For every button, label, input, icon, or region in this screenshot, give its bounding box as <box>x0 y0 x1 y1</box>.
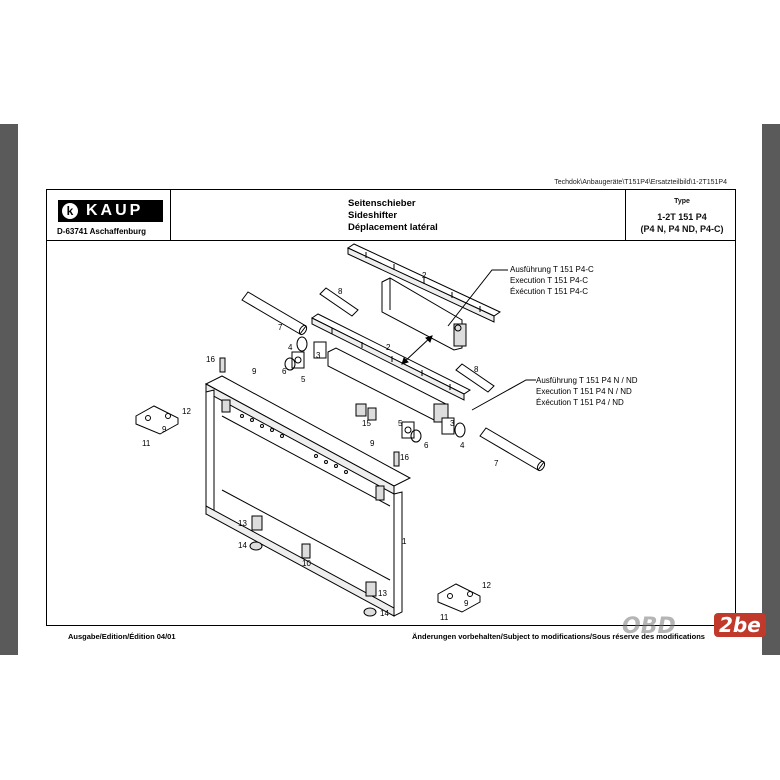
header-column-divider <box>625 190 626 240</box>
document-path: Techdok\Anbaugeräte\T151P4\Ersatzteilbild\1-2T151P4 <box>554 179 727 186</box>
part-label: 13 <box>378 589 387 598</box>
note-p4c-line1: Ausführung T 151 P4-C <box>510 265 594 274</box>
type-value: 1-2T 151 P4 <box>657 212 707 222</box>
part-label: 14 <box>238 541 247 550</box>
type-label: Type <box>674 198 690 205</box>
part-label: 14 <box>380 609 389 618</box>
part-label: 16 <box>206 355 215 364</box>
upper-rail-part <box>348 244 500 350</box>
note-p4nd-line3: Éxécution T 151 P4 / ND <box>536 398 624 407</box>
note-p4c-line2: Execution T 151 P4-C <box>510 276 588 285</box>
watermark-badge: 2be <box>714 613 766 637</box>
part-label: 11 <box>440 613 449 622</box>
part-label: 9 <box>464 599 469 608</box>
watermark-logo <box>622 612 772 642</box>
logo-brand: KAUP <box>86 202 144 219</box>
part-label: 4 <box>288 343 293 352</box>
part-label: 5 <box>301 375 306 384</box>
part-label: 13 <box>238 519 247 528</box>
part-label: 12 <box>182 407 191 416</box>
part-label: 6 <box>282 367 287 376</box>
watermark-text: OBD <box>622 614 676 639</box>
part-label: 8 <box>338 287 343 296</box>
part-label: 7 <box>494 459 499 468</box>
part-label: 1 <box>402 537 407 546</box>
bracket-part <box>356 404 376 420</box>
title-french: Déplacement latéral <box>348 222 438 233</box>
logo-address: D-63741 Aschaffenburg <box>57 227 147 236</box>
part-label: 2 <box>422 271 427 280</box>
part-label: 12 <box>482 581 491 590</box>
part-label: 9 <box>162 425 167 434</box>
part-label: 3 <box>450 419 455 428</box>
kaup-logo <box>58 200 163 222</box>
note-p4nd-line1: Ausführung T 151 P4 N / ND <box>536 376 638 385</box>
carriage-frame-part <box>206 376 410 616</box>
title-german: Seitenschieber <box>348 198 416 209</box>
part-label: 3 <box>316 351 321 360</box>
type-variants: (P4 N, P4 ND, P4-C) <box>640 224 724 234</box>
part-label: 9 <box>252 367 257 376</box>
part-label: 9 <box>370 439 375 448</box>
part-label: 11 <box>142 439 151 448</box>
edition-text: Ausgabe/Edition/Édition 04/01 <box>68 632 176 641</box>
part-label: 6 <box>424 441 429 450</box>
header-column-divider <box>170 190 171 240</box>
modification-notice: Änderungen vorbehalten/Subject to modifications/Sous réserve des modifications <box>412 632 705 641</box>
title-english: Sideshifter <box>348 210 398 221</box>
note-p4nd-line2: Execution T 151 P4 N / ND <box>536 387 632 396</box>
part-label: 10 <box>302 559 311 568</box>
exploded-parts-diagram <box>46 240 736 626</box>
part-label: 5 <box>398 419 403 428</box>
part-label: 8 <box>474 365 479 374</box>
logo-badge-icon: k <box>62 203 78 219</box>
part-label: 7 <box>278 323 283 332</box>
part-label: 4 <box>460 441 465 450</box>
part-label: 15 <box>362 419 371 428</box>
note-p4c-line3: Éxécution T 151 P4-C <box>510 287 588 296</box>
part-label: 2 <box>386 343 391 352</box>
part-label: 16 <box>400 453 409 462</box>
